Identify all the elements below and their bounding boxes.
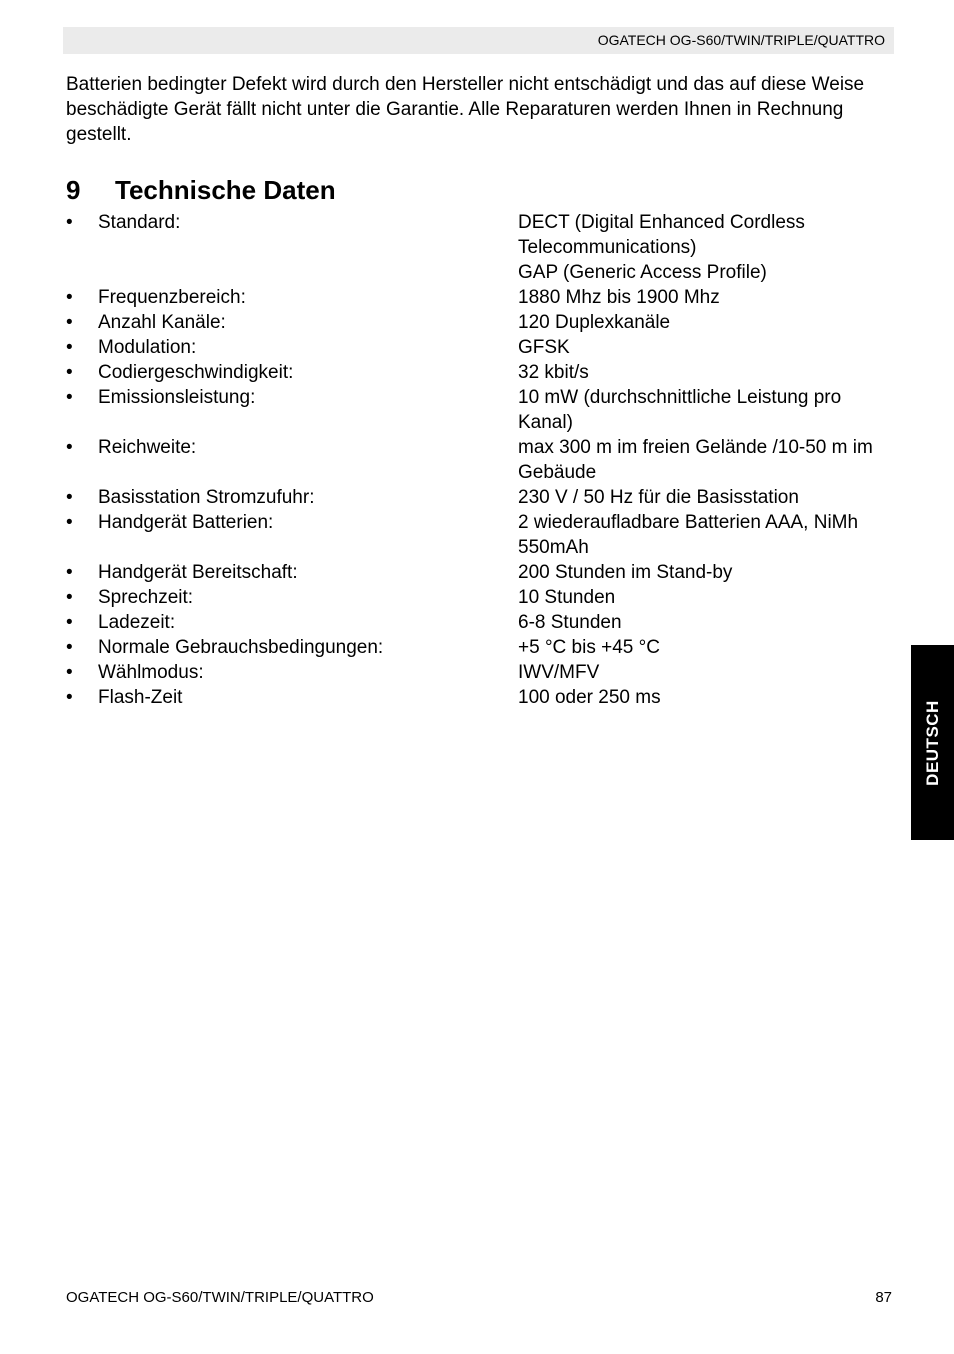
spec-label: Handgerät Bereitschaft: bbox=[98, 562, 298, 583]
spec-value-line: 1880 Mhz bis 1900 Mhz bbox=[518, 287, 720, 308]
bullet: • bbox=[66, 687, 73, 708]
spec-row bbox=[66, 310, 896, 335]
spec-value-line: 2 wiederaufladbare Batterien AAA, NiMh 550mAh bbox=[518, 512, 859, 558]
spec-label: Emissionsleistung: bbox=[98, 387, 256, 408]
spec-value-line: 6-8 Stunden bbox=[518, 612, 622, 633]
spec-row bbox=[66, 610, 896, 635]
spec-value bbox=[518, 360, 896, 385]
spec-row bbox=[66, 335, 896, 360]
spec-row bbox=[66, 585, 896, 610]
section-title: Technische Daten bbox=[115, 175, 336, 205]
page-number: 87 bbox=[875, 1289, 892, 1306]
spec-label: Codiergeschwindigkeit: bbox=[98, 362, 294, 383]
bullet: • bbox=[66, 337, 73, 358]
bullet: • bbox=[66, 612, 73, 633]
spec-value bbox=[518, 485, 896, 510]
spec-value-line: 32 kbit/s bbox=[518, 362, 589, 383]
language-tab-label: DEUTSCH bbox=[922, 699, 942, 786]
spec-row bbox=[66, 510, 896, 560]
spec-label: Standard: bbox=[98, 212, 181, 233]
spec-value-line: 100 oder 250 ms bbox=[518, 687, 661, 708]
spec-value-line: 10 Stunden bbox=[518, 587, 616, 608]
spec-label: Ladezeit: bbox=[98, 612, 176, 633]
spec-value bbox=[518, 310, 896, 335]
spec-value-line: 10 mW (durchschnittliche Leistung pro Kanal) bbox=[518, 387, 842, 433]
spec-label: Handgerät Batterien: bbox=[98, 512, 274, 533]
spec-row bbox=[66, 660, 896, 685]
bullet: • bbox=[66, 587, 73, 608]
footer-product-name: OGATECH OG-S60/TWIN/TRIPLE/QUATTRO bbox=[66, 1289, 374, 1306]
bullet: • bbox=[66, 387, 73, 408]
spec-label: Sprechzeit: bbox=[98, 587, 194, 608]
spec-value-line: IWV/MFV bbox=[518, 662, 600, 683]
bullet: • bbox=[66, 562, 73, 583]
bullet: • bbox=[66, 487, 73, 508]
spec-value bbox=[518, 435, 896, 485]
spec-label: Frequenzbereich: bbox=[98, 287, 246, 308]
spec-value-line: 230 V / 50 Hz für die Basisstation bbox=[518, 487, 799, 508]
spec-label: Wählmodus: bbox=[98, 662, 204, 683]
spec-list bbox=[66, 210, 896, 710]
spec-row bbox=[66, 635, 896, 660]
spec-value-line: 200 Stunden im Stand-by bbox=[518, 562, 733, 583]
spec-value bbox=[518, 635, 896, 660]
spec-label: Normale Gebrauchsbedingungen: bbox=[98, 637, 384, 658]
spec-value bbox=[518, 685, 896, 710]
bullet: • bbox=[66, 637, 73, 658]
language-tab bbox=[911, 645, 954, 840]
spec-value-line: GAP (Generic Access Profile) bbox=[518, 262, 767, 283]
spec-value bbox=[518, 610, 896, 635]
spec-row bbox=[66, 285, 896, 310]
spec-value bbox=[518, 510, 896, 560]
spec-row bbox=[66, 385, 896, 435]
spec-value-line: +5 °C bis +45 °C bbox=[518, 637, 660, 658]
spec-label: Reichweite: bbox=[98, 437, 197, 458]
bullet: • bbox=[66, 662, 73, 683]
spec-value bbox=[518, 660, 896, 685]
bullet: • bbox=[66, 212, 73, 233]
spec-label: Basisstation Stromzufuhr: bbox=[98, 487, 315, 508]
bullet: • bbox=[66, 312, 73, 333]
bullet: • bbox=[66, 287, 73, 308]
spec-value bbox=[518, 210, 896, 285]
intro-paragraph: Batterien bedingter Defekt wird durch den Hersteller nicht entschädigt und das auf diese Weise beschädigte Gerät fällt nicht unter die Garantie. Alle Reparaturen werden Ihnen in Rechnung gestellt. bbox=[66, 74, 865, 145]
spec-value-line: 120 Duplexkanäle bbox=[518, 312, 671, 333]
running-header bbox=[63, 27, 894, 54]
section-heading bbox=[66, 174, 336, 206]
section-number: 9 bbox=[66, 175, 81, 205]
bullet: • bbox=[66, 512, 73, 533]
bullet: • bbox=[66, 437, 73, 458]
spec-row bbox=[66, 435, 896, 485]
spec-row bbox=[66, 210, 896, 285]
spec-label: Flash-Zeit bbox=[98, 687, 183, 708]
header-product-name: OGATECH OG-S60/TWIN/TRIPLE/QUATTRO bbox=[597, 32, 885, 48]
spec-row bbox=[66, 685, 896, 710]
spec-value-line: DECT (Digital Enhanced Cordless Telecommunications) bbox=[518, 212, 805, 258]
spec-label: Modulation: bbox=[98, 337, 197, 358]
spec-value-line: max 300 m im freien Gelände /10-50 m im Gebäude bbox=[518, 437, 873, 483]
spec-row bbox=[66, 360, 896, 385]
spec-value bbox=[518, 585, 896, 610]
spec-value bbox=[518, 560, 896, 585]
spec-value-line: GFSK bbox=[518, 337, 570, 358]
spec-row bbox=[66, 560, 896, 585]
spec-value bbox=[518, 285, 896, 310]
bullet: • bbox=[66, 362, 73, 383]
spec-label: Anzahl Kanäle: bbox=[98, 312, 226, 333]
spec-value bbox=[518, 385, 896, 435]
spec-row bbox=[66, 485, 896, 510]
spec-value bbox=[518, 335, 896, 360]
